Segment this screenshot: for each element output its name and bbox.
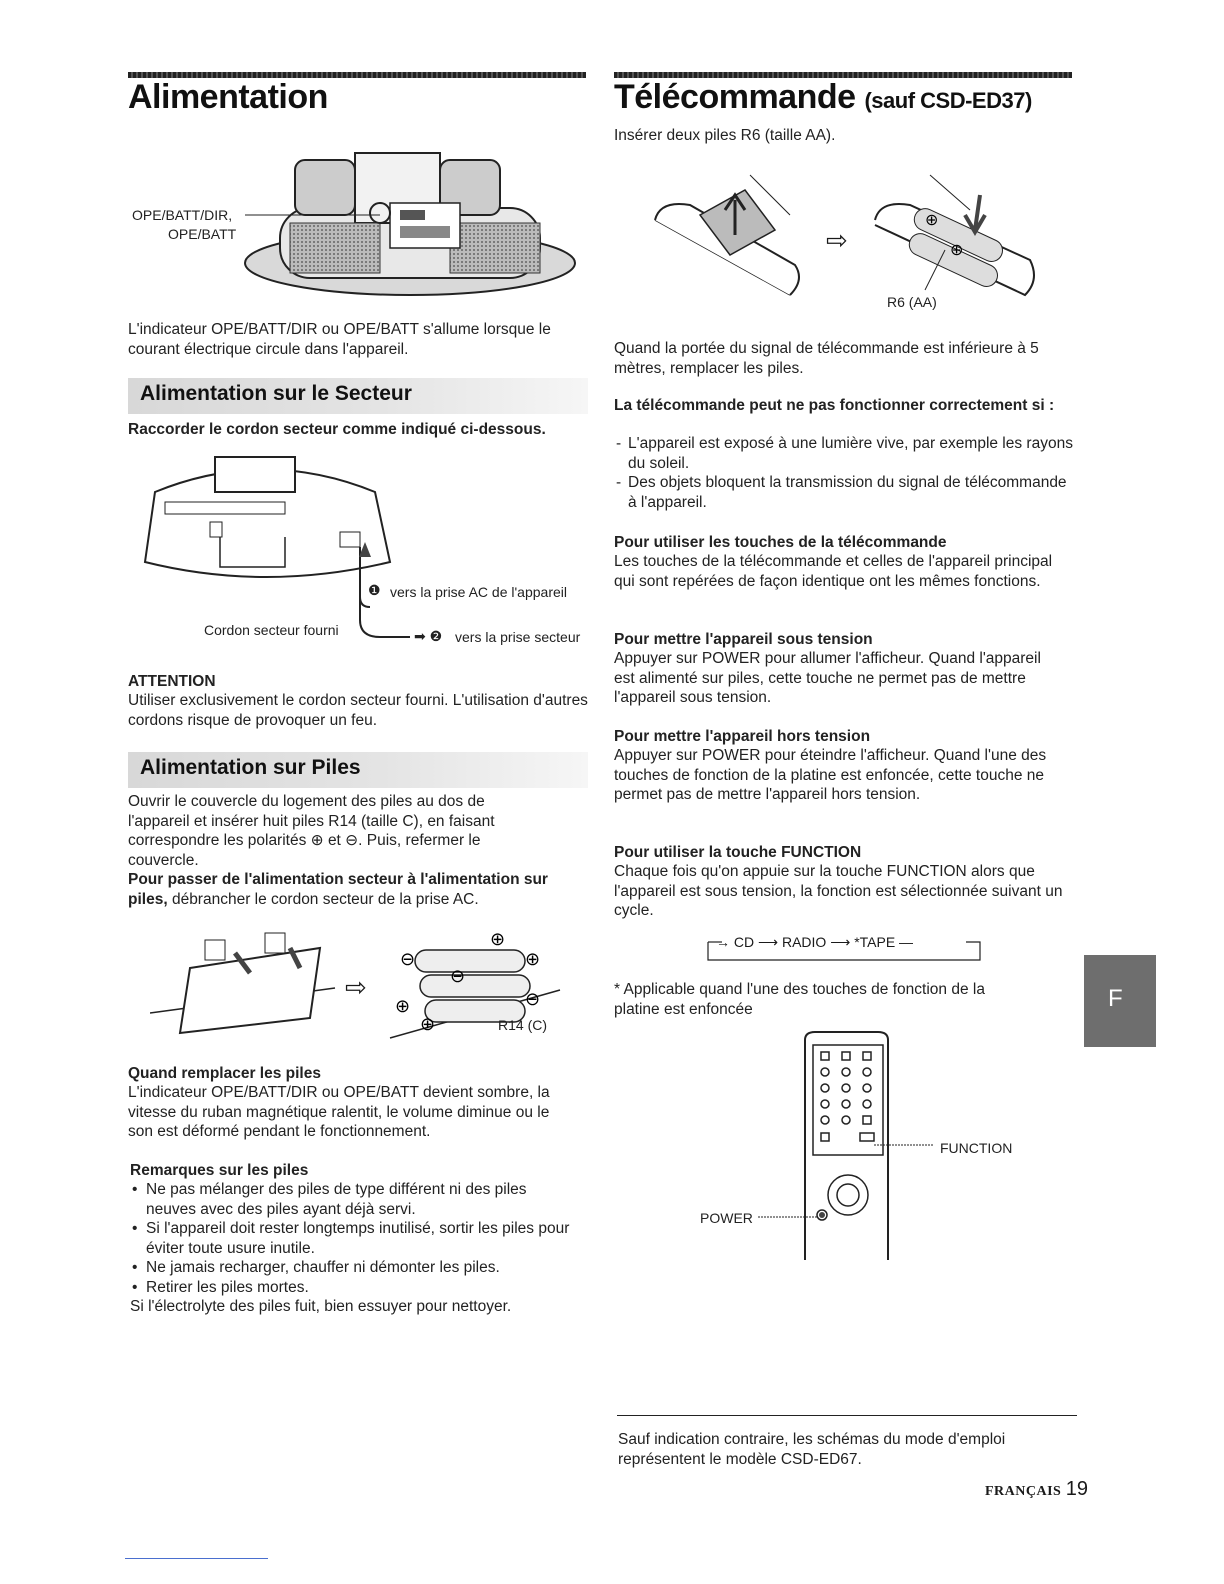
remark-item: • Ne pas mélanger des piles de type différent ni des piles neuves avec des piles ayant déjà servi. (130, 1180, 570, 1219)
switch-power-text: débrancher le cordon secteur de la prise AC. (167, 890, 479, 908)
power-off-title: Pour mettre l'appareil hors tension (614, 728, 871, 745)
svg-text:⊖: ⊖ (450, 966, 466, 987)
attention-title: ATTENTION (128, 673, 216, 690)
attention-text: Utiliser exclusivement le cordon secteur fourni. L'utilisation d'autres cordons risque de provoquer un feu. (128, 692, 588, 729)
power-on-text: Appuyer sur POWER pour allumer l'afficheur. Quand l'appareil est alimenté sur piles, cette touche ne permet pas de mettre l'appareil sous tension. (614, 650, 1041, 706)
section-heading-secteur: Alimentation sur le Secteur (140, 382, 412, 405)
svg-text:⊕: ⊕ (420, 1014, 436, 1035)
step2-marker: ➡ ❷ (414, 628, 443, 644)
indicator-pointer-line (245, 205, 385, 225)
cycle-cd: CD (733, 934, 755, 950)
arrow-right-icon: ⇨ (345, 972, 367, 1002)
use-keys-text: Les touches de la télécommande et celles de l'appareil principal qui sont repérées de façon identique ont les mêmes fonctions. (614, 553, 1053, 590)
function-button-label: FUNCTION (940, 1140, 1013, 1156)
power-on-title: Pour mettre l'appareil sous tension (614, 631, 873, 648)
ac-socket-label: vers la prise AC de l'appareil (390, 584, 567, 600)
title-model-note: (sauf CSD-ED37) (864, 88, 1032, 113)
step1-marker: ❶ (368, 582, 381, 598)
remark-item: • Retirer les piles mortes. (130, 1278, 570, 1298)
section-header-piles (128, 752, 588, 788)
switch-power-paragraph (128, 870, 588, 909)
malfunction-title: La télécommande peut ne pas fonctionner correctement si : (614, 397, 1055, 414)
section-header-secteur (128, 378, 588, 414)
replace-batteries-text: L'indicateur OPE/BATT/DIR ou OPE/BATT devient sombre, la vitesse du ruban magnétique ralentit, le volume diminue ou le son est déformé pendant le fonctionnement. (128, 1084, 550, 1140)
bottom-note-rule (617, 1415, 1077, 1416)
page-title-telecommande (614, 78, 1032, 117)
malfunction-list (614, 434, 1074, 512)
indicator-label-2: OPE/BATT (168, 226, 237, 242)
cycle-tape: *TAPE (854, 934, 896, 950)
power-off-text: Appuyer sur POWER pour éteindre l'afficheur. Quand l'une des touches de fonction de la platine est enfoncée, cette touche ne permet pas de mettre l'appareil hors tension. (614, 747, 1047, 803)
r6-battery-label: R6 (AA) (887, 294, 937, 310)
battery-cover-illustration (150, 928, 340, 1038)
title-telecommande: Télécommande (614, 78, 856, 116)
remark-item: • Si l'appareil doit rester longtemps inutilisé, sortir les piles pour éviter toute usure inutile. (130, 1219, 570, 1258)
malfunction-item: - Des objets bloquent la transmission du signal de télécommande à l'appareil. (614, 473, 1074, 512)
function-pointer-line (874, 1140, 936, 1150)
replace-batteries-title: Quand remplacer les piles (128, 1065, 321, 1082)
remote-batteries-illustration (870, 170, 1045, 300)
indicator-label-1: OPE/BATT/DIR, (132, 207, 233, 223)
page-title-alimentation: Alimentation (128, 78, 328, 116)
section-heading-piles: Alimentation sur Piles (140, 756, 361, 779)
malfunction-item: - L'appareil est exposé à une lumière vive, par exemple les rayons du soleil. (614, 434, 1074, 473)
svg-text:⊕: ⊕ (490, 929, 506, 950)
svg-text:⊖: ⊖ (525, 989, 541, 1010)
cycle-radio: RADIO (781, 934, 827, 950)
power-button-label: POWER (700, 1210, 753, 1226)
boombox-back-illustration (135, 452, 405, 612)
function-cycle: → CD ⟶ RADIO ⟶ *TAPE — (716, 934, 914, 950)
svg-text:⊕: ⊕ (525, 949, 541, 970)
svg-text:⊕: ⊕ (395, 996, 411, 1017)
switch-power-bold: Pour passer de l'alimentation secteur à l'alimentation sur piles, (128, 871, 548, 908)
r14-battery-label: R14 (C) (498, 1017, 548, 1033)
function-title: Pour utiliser la touche FUNCTION (614, 844, 862, 861)
svg-text:⊖: ⊖ (400, 949, 416, 970)
cycle-footnote: * Applicable quand l'une des touches de fonction de la platine est enfoncée (614, 981, 985, 1018)
language-side-tab (1084, 955, 1156, 1047)
remarks-last-line: Si l'électrolyte des piles fuit, bien essuyer pour nettoyer. (130, 1298, 512, 1315)
page-number: 19 (1065, 1478, 1089, 1500)
cord-label: Cordon secteur fourni (204, 622, 339, 638)
remarks-list (130, 1180, 570, 1297)
remote-cover-illustration (650, 170, 810, 300)
ac-cord-line (355, 595, 415, 645)
bottom-note: Sauf indication contraire, les schémas du mode d'emploi représentent le modèle CSD-ED67. (618, 1431, 1006, 1468)
svg-text:⊕: ⊕ (925, 210, 939, 229)
power-pointer-line (758, 1212, 820, 1222)
svg-text:⊕: ⊕ (950, 240, 964, 259)
remark-item: • Ne jamais recharger, chauffer ni démonter les piles. (130, 1258, 570, 1278)
bottom-blue-rule (125, 1558, 268, 1559)
footer-language: FRANÇAIS (985, 1484, 1062, 1499)
use-keys-title: Pour utiliser les touches de la télécommande (614, 534, 947, 551)
piles-instructions: Ouvrir le couvercle du logement des piles au dos de l'appareil et insérer huit piles R14 (taille C), en faisant correspondre les polarités ⊕ et ⊖. Puis, refermer le couvercle. (128, 793, 495, 869)
arrow-right-icon: ⇨ (826, 225, 848, 255)
remarks-title: Remarques sur les piles (130, 1162, 309, 1179)
function-text: Chaque fois qu'on appuie sur la touche FUNCTION alors que l'appareil est sous tension, la fonction est sélectionnée suivant un cycle. (614, 863, 1063, 919)
secteur-instruction: Raccorder le cordon secteur comme indiqué ci-dessous. (128, 421, 546, 438)
wall-socket-label: vers la prise secteur (455, 629, 581, 645)
remote-battery-intro: Insérer deux piles R6 (taille AA). (614, 127, 836, 144)
side-tab-letter: F (1108, 985, 1123, 1012)
indicator-paragraph: L'indicateur OPE/BATT/DIR ou OPE/BATT s'allume lorsque le courant électrique circule dans l'appareil. (128, 321, 551, 358)
range-paragraph: Quand la portée du signal de télécommande est inférieure à 5 mètres, remplacer les piles. (614, 340, 1039, 377)
page-footer (985, 1478, 1088, 1501)
